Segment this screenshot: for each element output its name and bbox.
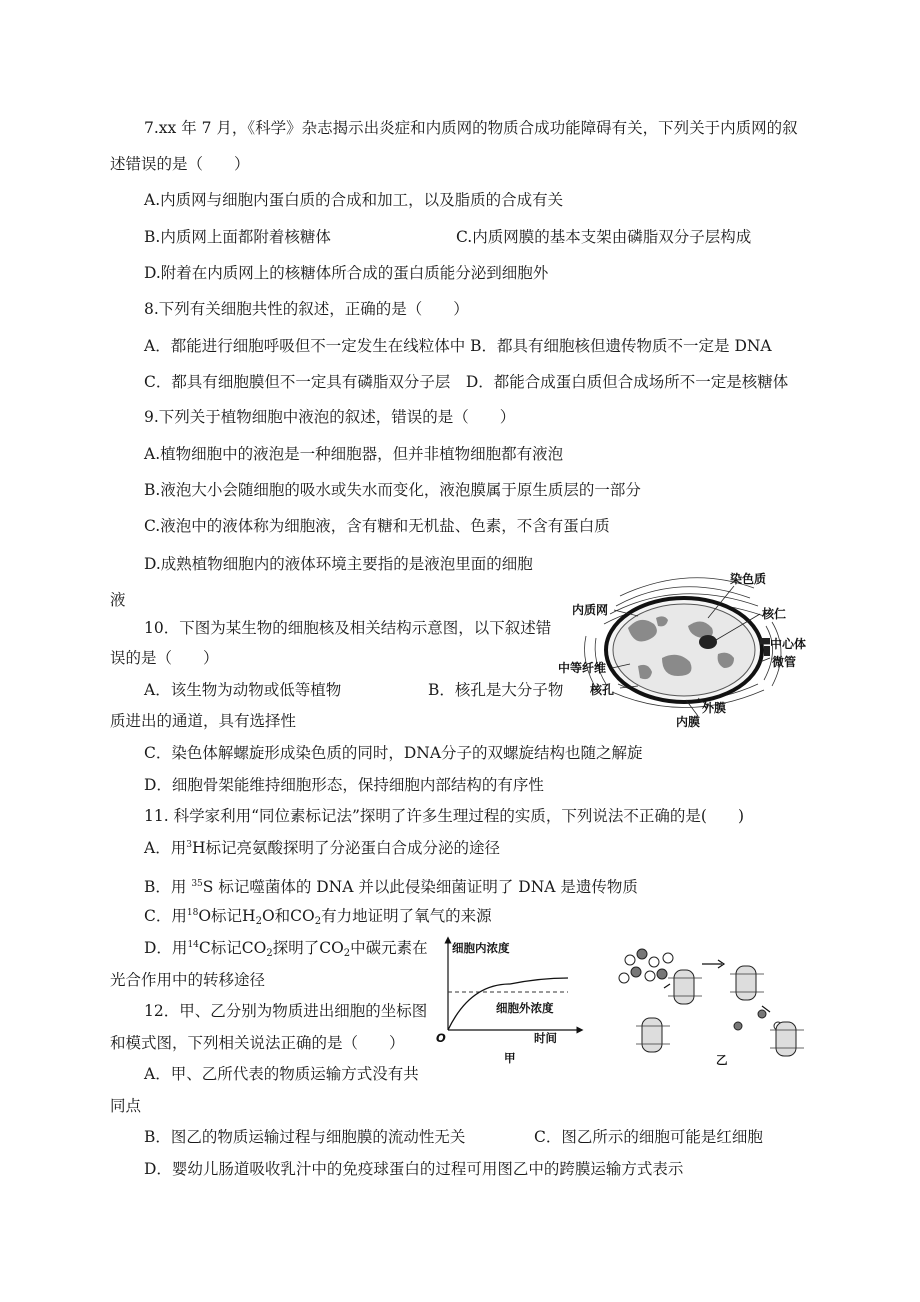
nucleolus-shape bbox=[699, 635, 717, 649]
q12-option-a-line2: 同点 bbox=[110, 1097, 142, 1115]
subscript: 2 bbox=[314, 916, 322, 927]
q9-option-a: A.植物细胞中的液泡是一种细胞器，但并非植物细胞都有液泡 bbox=[144, 445, 564, 463]
q12-stem-line2: 和模式图，下列相关说法正确的是（ ） bbox=[110, 1034, 405, 1052]
q7-option-d: D.附着在内质网上的核糖体所合成的蛋白质能分泌到细胞外 bbox=[144, 264, 549, 282]
label-pore: 核孔 bbox=[590, 683, 615, 697]
subscript: 2 bbox=[255, 916, 262, 927]
q10-option-c: C．染色体解螺旋形成染色质的同时，DNA分子的双螺旋结构也随之解旋 bbox=[144, 744, 643, 762]
text-part: O标记H bbox=[198, 907, 256, 925]
q9-option-b: B.液泡大小会随细胞的吸水或失水而变化，液泡膜属于原生质层的一部分 bbox=[144, 481, 641, 499]
q9-option-d-line1: D.成熟植物细胞内的液体环境主要指的是液泡里面的细胞 bbox=[144, 555, 533, 573]
label-er: 内质网 bbox=[572, 603, 609, 617]
label-microtubule: 微管 bbox=[772, 655, 797, 669]
text-part: H标记亮氨酸探明了分泌蛋白合成分泌的途径 bbox=[191, 839, 500, 857]
q12-option-a-line1: A．甲、乙所代表的物质运输方式没有共 bbox=[144, 1065, 419, 1083]
q8-stem: 8.下列有关细胞共性的叙述，正确的是（ ） bbox=[144, 300, 469, 318]
q11-option-a bbox=[144, 838, 500, 858]
text-part: B．用 bbox=[144, 878, 192, 896]
q7-option-b: B.内质网上面都附着核糖体 bbox=[144, 228, 331, 246]
caption-yi: 乙 bbox=[716, 1053, 728, 1066]
q10-option-b-line1: B．核孔是大分子物 bbox=[428, 681, 564, 699]
subscript: 2 bbox=[343, 948, 351, 959]
text-part: O和CO bbox=[261, 907, 315, 925]
isotope-superscript: 35 bbox=[191, 879, 203, 889]
text-part: A．用 bbox=[144, 839, 187, 857]
q12-option-c: C．图乙所示的细胞可能是红细胞 bbox=[534, 1128, 763, 1146]
isotope-superscript: 18 bbox=[186, 908, 199, 918]
q12-option-b: B．图乙的物质运输过程与细胞膜的流动性无关 bbox=[144, 1128, 466, 1146]
q11-option-d bbox=[144, 938, 428, 958]
y-axis-label: 细胞内浓度 bbox=[452, 941, 510, 955]
q12-option-d: D．婴幼儿肠道吸收乳汁中的免疫球蛋白的过程可用图乙中的跨膜运输方式表示 bbox=[144, 1160, 684, 1178]
q11-option-b bbox=[144, 877, 638, 897]
q9-option-d-line2: 液 bbox=[110, 591, 126, 609]
q11-stem: 11. 科学家利用“同位素标记法”探明了许多生理过程的实质，下列说法不正确的是( ) bbox=[144, 807, 745, 825]
label-outer-membrane: 外膜 bbox=[702, 701, 727, 715]
label-centrosome: 中心体 bbox=[770, 637, 807, 651]
text-part: D．用 bbox=[144, 939, 188, 957]
text-part: C标记CO bbox=[198, 939, 267, 957]
caption-jia: 甲 bbox=[504, 1051, 516, 1065]
q12-stem-line1: 12．甲、乙分别为物质进出细胞的坐标图 bbox=[144, 1002, 428, 1020]
text-part: 中碳元素在 bbox=[350, 939, 428, 957]
model-yi bbox=[612, 944, 812, 1066]
q7-stem-line2: 述错误的是（ ） bbox=[110, 155, 250, 173]
text-part: S 标记噬菌体的 DNA 并以此侵染细菌证明了 DNA 是遗传物质 bbox=[202, 878, 638, 896]
q7-option-c: C.内质网膜的基本支架由磷脂双分子层构成 bbox=[456, 228, 752, 246]
q10-stem-line2: 误的是（ ） bbox=[110, 649, 219, 667]
label-chromatin: 染色质 bbox=[730, 572, 767, 586]
q10-option-b-line2: 质进出的通道，具有选择性 bbox=[110, 712, 297, 730]
origin-label: O bbox=[436, 1031, 446, 1045]
inner-membrane-shape bbox=[613, 604, 755, 696]
q7-option-a: A.内质网与细胞内蛋白质的合成和加工，以及脂质的合成有关 bbox=[144, 191, 564, 209]
isotope-superscript: 3 bbox=[186, 840, 192, 850]
subscript: 2 bbox=[266, 948, 273, 959]
text-part: 探明了CO bbox=[272, 939, 344, 957]
label-nucleolus: 核仁 bbox=[762, 607, 787, 621]
graph-jia bbox=[430, 934, 590, 1066]
carrier-proteins bbox=[642, 966, 796, 1056]
q10-option-a: A．该生物为动物或低等植物 bbox=[144, 681, 342, 699]
q7-stem-line1: 7.xx 年 7 月，《科学》杂志揭示出炎症和内质网的物质合成功能障碍有关，下列关于内质网的叙 bbox=[144, 119, 798, 137]
q8-options-ab: A．都能进行细胞呼吸但不一定发生在线粒体中 B．都具有细胞核但遗传物质不一定是 DNA bbox=[144, 337, 772, 355]
q11-option-c bbox=[144, 906, 492, 926]
centrosome-shape bbox=[760, 638, 770, 644]
label-inner-membrane: 内膜 bbox=[676, 715, 701, 728]
curve-label: 细胞外浓度 bbox=[496, 1001, 554, 1015]
solute-particles bbox=[619, 949, 782, 1030]
q10-option-d: D．细胞骨架能维持细胞形态，保持细胞内部结构的有序性 bbox=[144, 776, 544, 794]
label-intermediate-filament: 中等纤维 bbox=[558, 661, 607, 675]
q11-option-d-line2: 光合作用中的转移途径 bbox=[110, 971, 266, 989]
q10-stem-line1: 10．下图为某生物的细胞核及相关结构示意图，以下叙述错 bbox=[144, 619, 552, 637]
text-part: C．用 bbox=[144, 907, 187, 925]
q8-options-cd: C．都具有细胞膜但不一定具有磷脂双分子层 D．都能合成蛋白质但合成场所不一定是核糖体 bbox=[144, 373, 789, 391]
q9-stem: 9.下列关于植物细胞中液泡的叙述，错误的是（ ） bbox=[144, 408, 516, 426]
q9-option-c: C.液泡中的液体称为细胞液，含有糖和无机盐、色素，不含有蛋白质 bbox=[144, 517, 610, 535]
nucleus-diagram bbox=[558, 566, 820, 728]
isotope-superscript: 14 bbox=[187, 940, 199, 950]
x-axis-label: 时间 bbox=[534, 1031, 557, 1045]
text-part: 有力地证明了氧气的来源 bbox=[321, 907, 492, 925]
